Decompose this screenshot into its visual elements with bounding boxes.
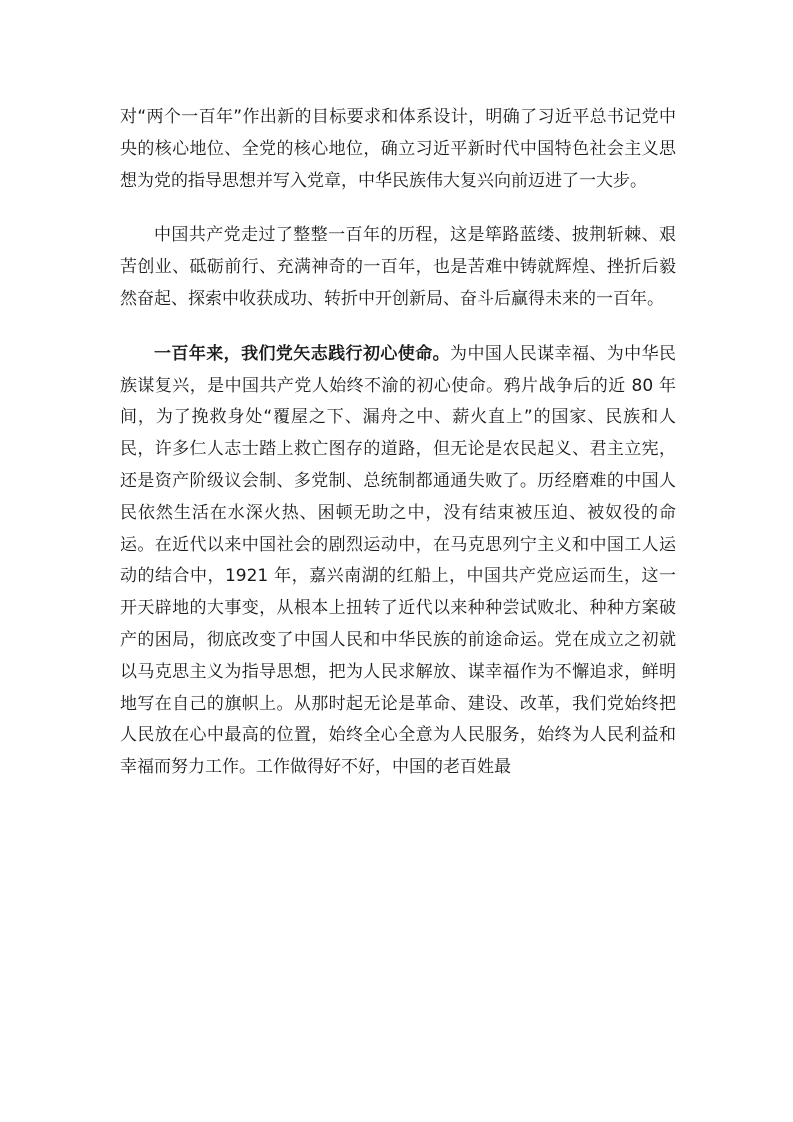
paragraph-text: 中国共产党走过了整整一百年的历程，这是筚路蓝缕、披荆斩棘、艰苦创业、砥砺前行、充满神奇的一百年，也是苦难中铸就辉煌、挫折后毅然奋起、探索中收获成功、转折中开创新局、奋斗后赢得未来的一百年。	[120, 225, 676, 309]
paragraph-text: 对“两个一百年”作出新的目标要求和体系设计，明确了习近平总书记党中央的核心地位、全党的核心地位，确立习近平新时代中国特色社会主义思想为党的指导思想并写入党章，中华民族伟大复兴向前迈进了一大步。	[120, 107, 676, 191]
paragraph-lead-sentence: 一百年来，我们党矢志践行初心使命。	[154, 343, 451, 364]
paragraph-founding-mission	[120, 339, 676, 784]
paragraph-text: 为中国人民谋幸福、为中华民族谋复兴，是中国共产党人始终不渝的初心使命。鸦片战争后的近 80 年间，为了挽救身处“覆屋之下、漏舟之中、薪火直上”的国家、民族和人民，许多仁人志士踏上救亡图存的道路，但无论是农民起义、君主立宪，还是资产阶级议会制、多党制、总统制都通通失败了。历经磨难的中国人民依然生活在水深火热、困顿无助之中，没有结束被压迫、被奴役的命运。在近代以来中国社会的剧烈运动中，在马克思列宁主义和中国工人运动的结合中，1921 年，嘉兴南湖的红船上，中国共产党应运而生，这一开天辟地的大事变，从根本上扭转了近代以来种种尝试败北、种种方案破产的困局，彻底改变了中国人民和中华民族的前途命运。党在成立之初就以马克思主义为指导思想，把为人民求解放、谋幸福作为不懈追求，鲜明地写在自己的旗帜上。从那时起无论是革命、建设、改革，我们党始终把人民放在心中最高的位置，始终全心全意为人民服务，始终为人民利益和幸福而努力工作。工作做得好不好，中国的老百姓最	[120, 343, 677, 778]
document-body	[120, 102, 676, 807]
paragraph-centenary-journey	[120, 220, 676, 315]
paragraph-continuation	[120, 102, 676, 197]
